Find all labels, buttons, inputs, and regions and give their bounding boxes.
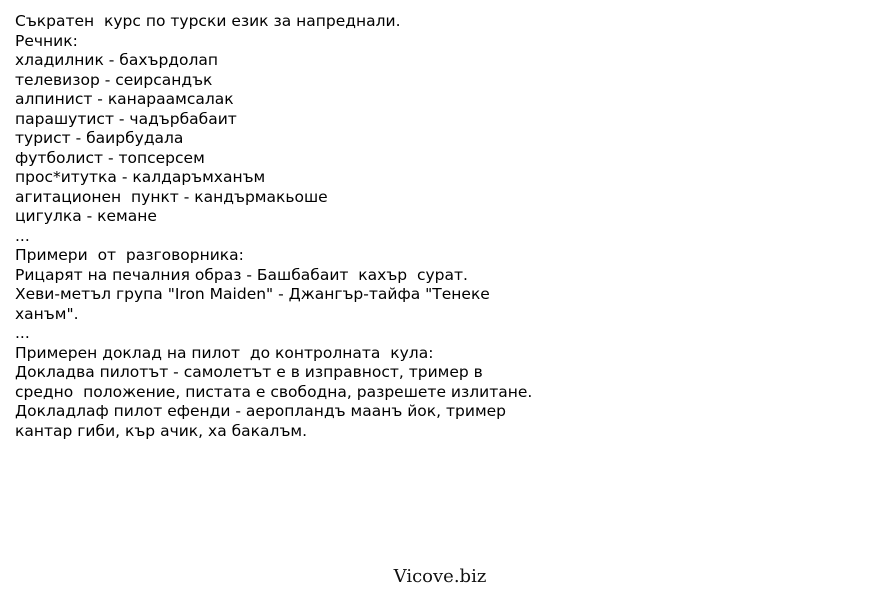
pilot-report-line: Докладлаф пилот ефенди - аеропландъ маанъ йок, тример (15, 402, 507, 420)
pilot-report-line: кантар гиби, кър ачик, ха бакалъм. (15, 421, 308, 440)
joke-text-block (15, 12, 595, 441)
dictionary-entry: парашутист - чадърбабаит (15, 109, 237, 128)
section-heading-pilot-report: Примерен доклад на пилот до контролната кула: (15, 343, 434, 362)
phrase-example: Рицарят на печалния образ - Башбабаит кахър сурат. (15, 265, 468, 284)
dictionary-entry: агитационен пункт - кандърмакьоше (15, 187, 328, 206)
title-line: Съкратен курс по турски език за напреднали. (15, 12, 401, 30)
section-heading-dictionary: Речник: (15, 31, 78, 50)
dictionary-entry: прос*итутка - калдаръмханъм (15, 168, 266, 186)
dictionary-entry: цигулка - кемане (15, 207, 157, 225)
ellipsis-separator: ... (15, 324, 30, 342)
dictionary-entry: турист - баирбудала (15, 129, 184, 147)
dictionary-entry: футболист - топсерсем (15, 148, 205, 167)
pilot-report-line: средно положение, пистата е свободна, разрешете излитане. (15, 382, 533, 401)
ellipsis-separator: ... (15, 226, 30, 245)
dictionary-entry: телевизор - сеирсандък (15, 70, 213, 89)
phrase-example: Хеви-метъл група "Iron Maiden" - Джангър-тайфа "Тенеке (15, 285, 490, 303)
pilot-report-line: Докладва пилотът - самолетът е в изправност, тример в (15, 363, 483, 381)
site-watermark: Vicove.biz (393, 566, 487, 587)
phrase-example-continued: ханъм". (15, 304, 79, 323)
dictionary-entry: хладилник - бахърдолап (15, 51, 219, 69)
dictionary-entry: алпинист - канараамсалак (15, 90, 234, 108)
section-heading-phrasebook: Примери от разговорника: (15, 246, 244, 264)
